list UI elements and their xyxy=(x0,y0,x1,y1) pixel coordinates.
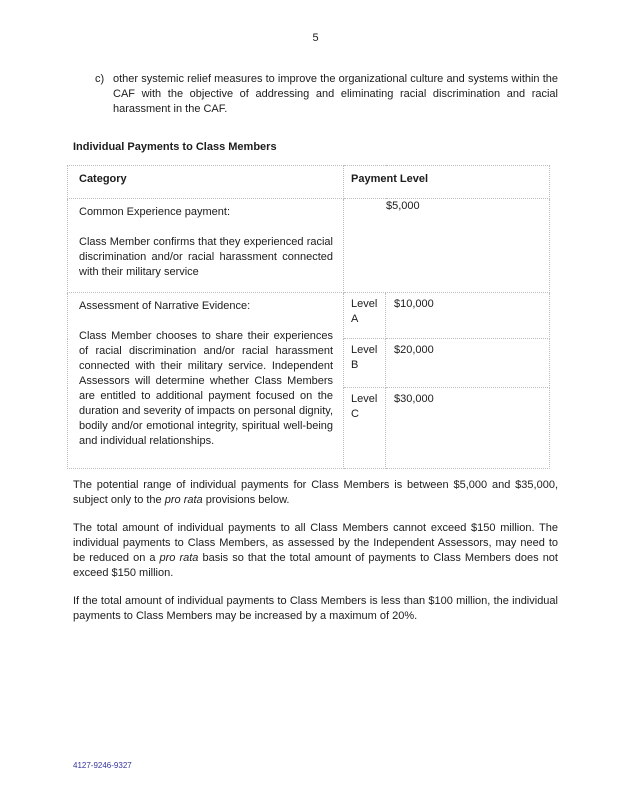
header-payment-level-cell: Payment Level xyxy=(344,166,550,199)
amount-cell: $20,000 xyxy=(386,339,550,388)
table-header-row xyxy=(68,166,550,199)
list-item-text: other systemic relief measures to improve the organizational culture and systems within the CAF with the objective of addressing and eliminating racial discrimination and racial harassment in the CAF. xyxy=(113,73,558,115)
pro-rata-italic: pro rata xyxy=(159,552,199,564)
paragraph-increase: If the total amount of individual payments to Class Members is less than $100 million, the individual payments to Class Members may be increased by a maximum of 20%. xyxy=(73,595,558,622)
page-number: 5 xyxy=(312,32,319,44)
level-cell: Level A xyxy=(344,293,386,339)
payments-table xyxy=(67,165,550,469)
category-cell xyxy=(68,293,344,469)
paragraph-text: provisions below. xyxy=(202,494,290,506)
level-cell: Level B xyxy=(344,339,386,388)
paragraph-total-amount xyxy=(73,521,558,581)
category-title: Common Experience payment: xyxy=(79,206,231,218)
paragraph-potential-range xyxy=(73,478,558,508)
table-row-common-experience xyxy=(68,199,550,293)
list-item-c xyxy=(95,72,558,117)
section-heading: Individual Payments to Class Members xyxy=(73,141,277,153)
amount-cell: $10,000 xyxy=(386,293,550,339)
paragraph-text: The potential range of individual payments for Class Members is between $5,000 and $35,000, subject only to the xyxy=(73,479,558,506)
table-row-level-a xyxy=(68,293,550,339)
category-cell xyxy=(68,199,344,293)
pro-rata-italic: pro rata xyxy=(164,494,203,506)
list-item-marker: c) xyxy=(95,73,105,85)
level-cell: Level C xyxy=(344,388,386,469)
amount-cell: $30,000 xyxy=(386,388,550,469)
document-id-footer: 4127-9246-9327 xyxy=(73,761,132,770)
header-category-cell: Category xyxy=(68,166,344,199)
category-body: Class Member confirms that they experienced racial discrimination and/or racial harassment connected with their military service xyxy=(79,236,333,278)
paragraph-text: The total amount of individual payments to all Class Members cannot exceed $150 million. The individual payments to Class Members, as assessed by the Independent Assessors, may need to be reduced on a xyxy=(73,522,558,564)
paragraph-text: basis so that the total amount of payments to Class Members does not exceed $150 million. xyxy=(73,552,558,579)
category-body: Class Member chooses to share their experiences of racial discrimination and/or racial harassment connected with their military service. Independent Assessors will determine whether Class Members are entitled to additional payment focused on the duration and severity of impacts on personal dignity, bodily and/or emotional integrity, spiritual well-being and individual relationships. xyxy=(79,330,333,447)
category-title: Assessment of Narrative Evidence: xyxy=(79,300,251,312)
amount-cell: $5,000 xyxy=(344,199,550,293)
